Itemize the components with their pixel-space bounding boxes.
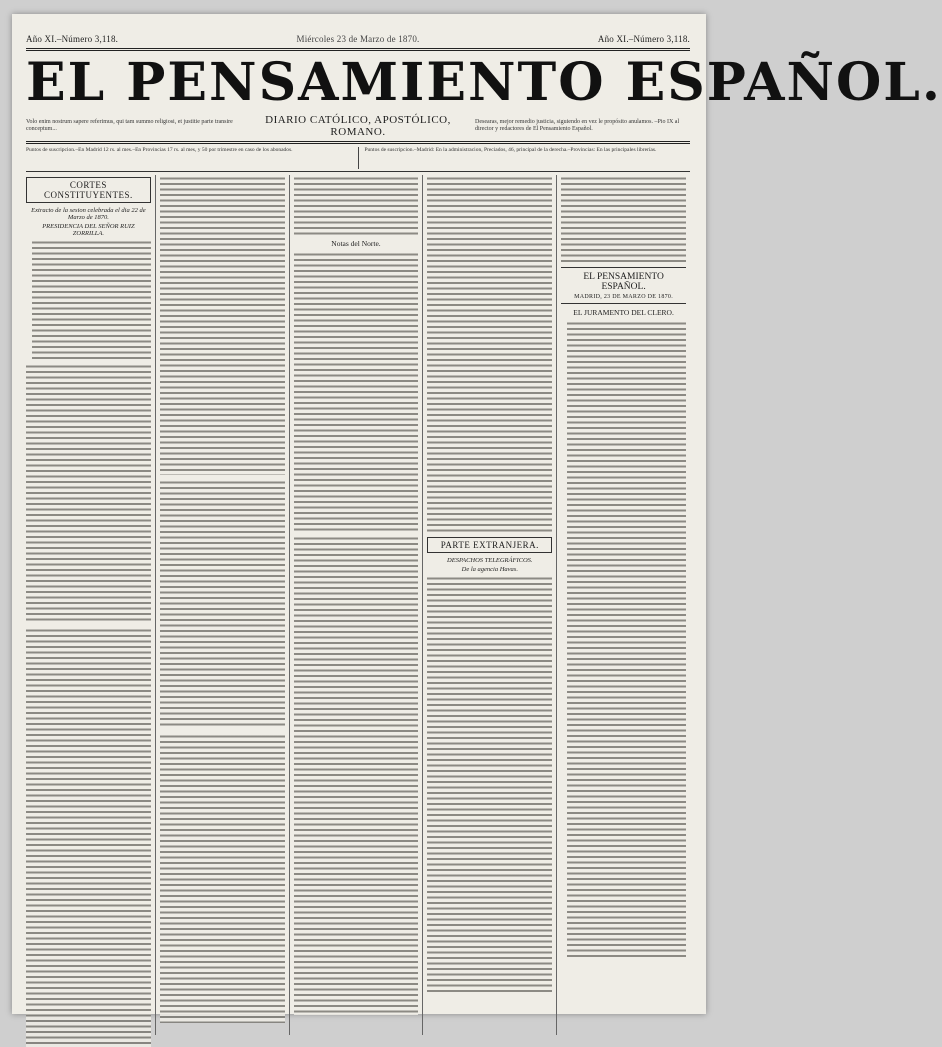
body-text	[427, 575, 552, 995]
top-rule	[26, 48, 690, 51]
newspaper-page	[12, 14, 942, 1014]
page-content	[26, 32, 942, 1006]
column-2	[155, 175, 289, 1035]
foreign-heading: PARTE EXTRANJERA.	[427, 537, 552, 553]
issue-date: Miércoles 23 de Marzo de 1870.	[296, 34, 420, 44]
column-5	[556, 175, 690, 1035]
body-text	[294, 535, 419, 1015]
masthead-title: EL PENSAMIENTO ESPAÑOL.	[26, 52, 942, 113]
column-4	[422, 175, 556, 1035]
body-text	[561, 175, 686, 265]
masthead-rule	[26, 141, 690, 144]
issue-right: Año XI.–Número 3,118.	[597, 34, 690, 44]
editorial-title: EL PENSAMIENTO ESPAÑOL.	[583, 272, 664, 292]
body-text	[160, 175, 285, 475]
body-text	[427, 175, 552, 535]
column-1	[26, 175, 155, 1035]
info-divider	[358, 147, 359, 169]
motto-left: Volo enim nostrum sapere referimus, qui tam summo religiosi, et justitie parte transire conceptum...	[26, 119, 233, 132]
article-columns	[26, 175, 690, 1035]
motto-right: Desearas, mejor remedio justicia, siguiendo en vez le propósito anulamos. –Pio IX al director y redactores de El Pensamiento Español.	[475, 119, 680, 132]
body-text	[32, 239, 151, 359]
subscription-right: Puntos de suscripcion.–Madrid: En la administracion, Preciados, 46, principal de la derecha.–Provincias: En las principales librerías.	[364, 147, 657, 153]
body-text	[160, 479, 285, 729]
body-text	[567, 320, 686, 960]
info-rule	[26, 171, 690, 172]
subscription-left: Puntos de suscripcion.–En Madrid 12 rs. al mes.–En Provincias 17 rs. al mes, y 50 por trimestre en caso de los abonados.	[26, 147, 293, 153]
body-text	[26, 363, 151, 623]
telegraph-heading: DESPACHOS TELEGRÁFICOS.	[447, 557, 533, 564]
top-line	[26, 32, 690, 46]
editorial-heading: EL JURAMENTO DEL CLERO.	[573, 308, 674, 317]
editorial-date: MADRID, 23 DE MARZO DE 1870.	[574, 294, 674, 300]
cortes-heading: CORTES CONSTITUYENTES.	[26, 177, 151, 203]
issue-left: Año XI.–Número 3,118.	[26, 34, 119, 44]
body-text	[26, 627, 151, 1047]
body-text	[294, 175, 419, 235]
subtitle-row	[26, 113, 690, 139]
body-text	[294, 251, 419, 531]
column-3	[289, 175, 423, 1035]
notes-heading: Notas del Norte.	[331, 239, 381, 248]
subtitle: DIARIO CATÓLICO, APOSTÓLICO, ROMANO.	[265, 114, 451, 138]
presidency-line: PRESIDENCIA DEL SEÑOR RUIZ ZORRILLA.	[42, 223, 135, 237]
session-extract: Extracto de la sesion celebrada el dia 22 de Marzo de 1870.	[31, 207, 146, 221]
body-text	[160, 733, 285, 1023]
subscription-info	[26, 147, 690, 169]
agency-heading: De la agencia Havas.	[461, 566, 518, 573]
